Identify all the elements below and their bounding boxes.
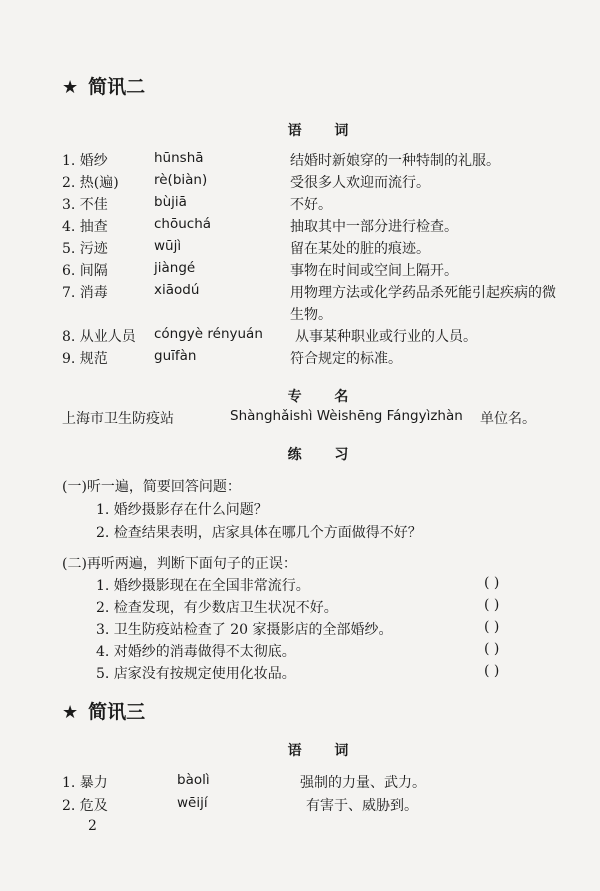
question-item: 1. 婚纱摄影存在什么问题？ bbox=[96, 502, 268, 518]
section2-title-text: 简讯二 bbox=[88, 76, 146, 98]
vocab-word: 9. 规范 bbox=[62, 351, 108, 367]
section3-title-text: 简讯三 bbox=[88, 701, 146, 723]
vocab-word: 5. 污迹 bbox=[62, 241, 108, 257]
answer-blank[interactable]: ( ) bbox=[484, 597, 500, 613]
vocab-pinyin: hūnshā bbox=[154, 150, 204, 166]
vocab-pinyin: wūjì bbox=[154, 238, 182, 254]
vocab-row bbox=[62, 238, 582, 260]
vocab-pinyin: bàolì bbox=[177, 772, 210, 788]
statement-item: 5. 店家没有按规定使用化妆品。 bbox=[96, 666, 296, 682]
part2-title: (二)再听两遍，判断下面句子的正误： bbox=[62, 556, 297, 572]
proper-definition: 单位名。 bbox=[480, 411, 536, 427]
vocab-row bbox=[62, 795, 582, 817]
vocab-definition: 抽取其中一部分进行检查。 bbox=[290, 219, 458, 235]
vocab-pinyin: guīfàn bbox=[154, 348, 197, 364]
answer-blank[interactable]: ( ) bbox=[484, 619, 500, 635]
vocab-word: 6. 间隔 bbox=[62, 263, 108, 279]
vocab-word: 2. 热(遍) bbox=[62, 175, 119, 191]
vocab-word: 1. 婚纱 bbox=[62, 153, 108, 169]
vocab-row bbox=[62, 216, 582, 238]
vocab-pinyin: jiàngé bbox=[154, 260, 196, 276]
vocab-pinyin: xiāodú bbox=[154, 282, 200, 298]
star-icon: ★ bbox=[62, 77, 79, 98]
vocab-definition: 不好。 bbox=[290, 197, 332, 213]
question-item: 2. 检查结果表明，店家具体在哪几个方面做得不好？ bbox=[96, 525, 422, 541]
vocab-word: 8. 从业人员 bbox=[62, 329, 136, 345]
vocab-row bbox=[62, 772, 582, 794]
vocab-row bbox=[62, 194, 582, 216]
star-icon: ★ bbox=[62, 702, 79, 723]
vocab-word: 4. 抽查 bbox=[62, 219, 108, 235]
vocab-definition: 用物理方法或化学药品杀死能引起疾病的微 bbox=[290, 285, 556, 301]
proper-heading: 专 名 bbox=[287, 389, 363, 405]
vocab-definition: 有害于、威胁到。 bbox=[306, 798, 418, 814]
vocab-definition: 生物。 bbox=[290, 307, 332, 323]
vocab-word: 3. 不佳 bbox=[62, 197, 108, 213]
vocab-pinyin: cóngyè rényuán bbox=[154, 326, 263, 342]
section3-title bbox=[62, 697, 145, 724]
vocab-row bbox=[62, 150, 582, 172]
vocab-row bbox=[62, 348, 582, 370]
answer-blank[interactable]: ( ) bbox=[484, 575, 500, 591]
vocab-definition: 事物在时间或空间上隔开。 bbox=[290, 263, 458, 279]
vocab-definition: 强制的力量、武力。 bbox=[300, 775, 426, 791]
vocab-row bbox=[62, 260, 582, 282]
vocab-row bbox=[62, 282, 582, 304]
vocab-row-continued bbox=[62, 304, 582, 326]
vocab-pinyin: rè(biàn) bbox=[154, 172, 208, 188]
vocab-definition: 留在某处的脏的痕迹。 bbox=[290, 241, 430, 257]
vocab-definition: 从事某种职业或行业的人员。 bbox=[295, 329, 477, 345]
statement-item: 2. 检查发现，有少数店卫生状况不好。 bbox=[96, 600, 338, 616]
answer-blank[interactable]: ( ) bbox=[484, 663, 500, 679]
statement-item: 1. 婚纱摄影现在在全国非常流行。 bbox=[96, 578, 310, 594]
part1-title: (一)听一遍，简要回答问题： bbox=[62, 479, 241, 495]
statement-item: 3. 卫生防疫站检查了 20 家摄影店的全部婚纱。 bbox=[96, 622, 393, 638]
page-number: 2 bbox=[88, 818, 97, 834]
section2-title bbox=[62, 72, 145, 99]
vocab-word: 2. 危及 bbox=[62, 798, 108, 814]
proper-pinyin: Shànghǎishì Wèishēng Fángyìzhàn bbox=[230, 408, 463, 424]
vocab-heading: 语 词 bbox=[287, 743, 363, 759]
answer-blank[interactable]: ( ) bbox=[484, 641, 500, 657]
vocab-pinyin: chōuchá bbox=[154, 216, 212, 232]
statement-item: 4. 对婚纱的消毒做得不太彻底。 bbox=[96, 644, 296, 660]
exercise-heading: 练 习 bbox=[287, 447, 363, 463]
vocab-word: 1. 暴力 bbox=[62, 775, 108, 791]
vocab-row bbox=[62, 326, 582, 348]
vocab-definition: 符合规定的标准。 bbox=[290, 351, 402, 367]
proper-name: 上海市卫生防疫站 bbox=[62, 411, 174, 427]
vocab-definition: 结婚时新娘穿的一种特制的礼服。 bbox=[290, 153, 500, 169]
vocab-pinyin: bùjiā bbox=[154, 194, 187, 210]
vocab-word: 7. 消毒 bbox=[62, 285, 108, 301]
vocab-pinyin: wēijí bbox=[177, 795, 208, 811]
vocab-heading: 语 词 bbox=[287, 123, 363, 139]
vocab-row bbox=[62, 172, 582, 194]
vocab-definition: 受很多人欢迎而流行。 bbox=[290, 175, 430, 191]
